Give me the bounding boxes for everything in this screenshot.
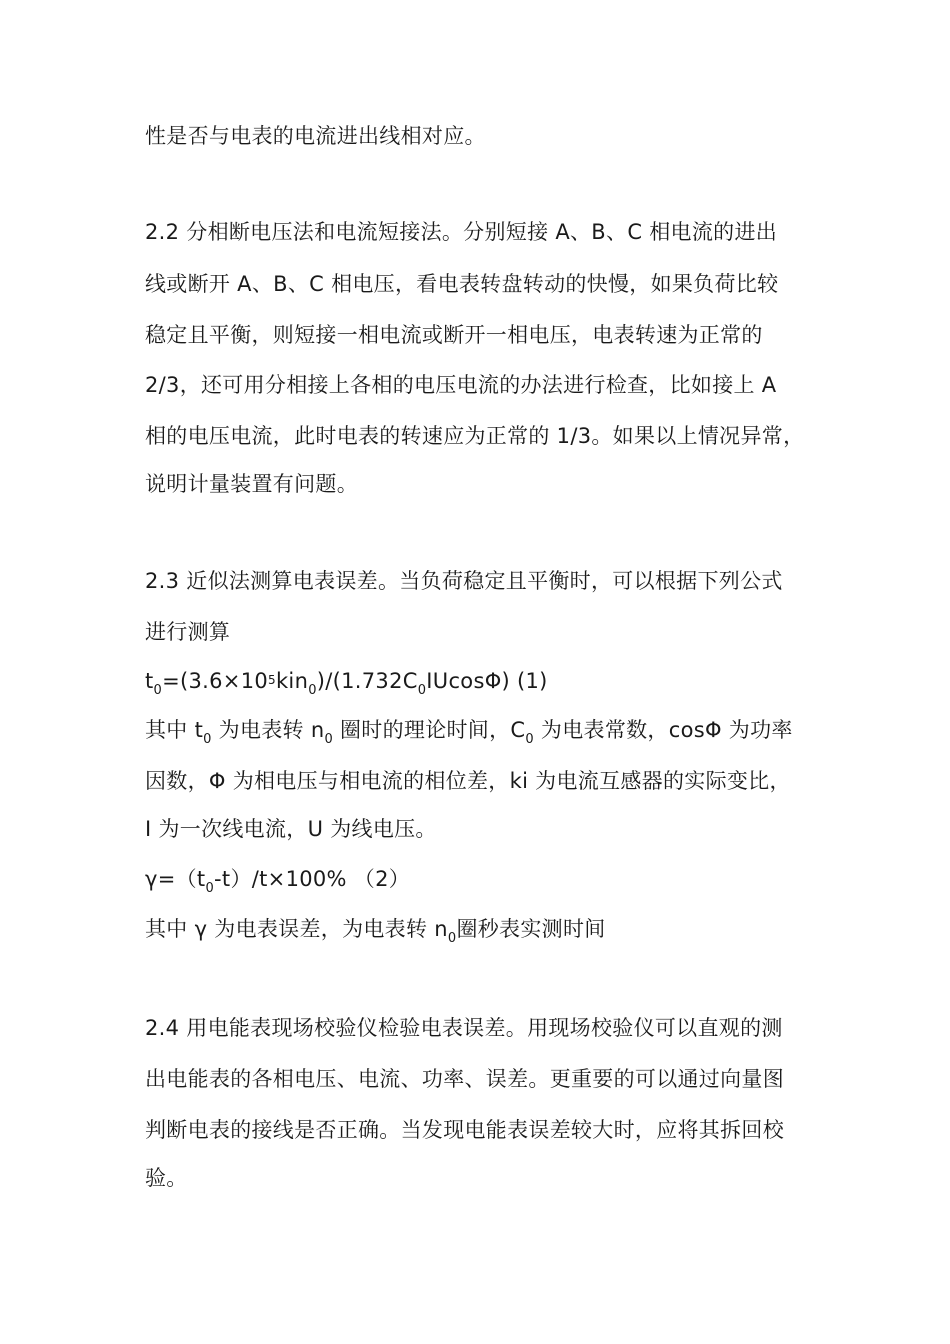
formula-explanation: 其中 γ 为电表误差，为电表转 $n_0$圈秒表实测时间 [145, 917, 606, 946]
paragraph-line: 判断电表的接线是否正确。当发现电能表误差较大时，应将其拆回校 [145, 1118, 784, 1142]
paragraph-line: 2.2 分相断电压法和电流短接法。分别短接 A、B、C 相电流的进出 [145, 220, 778, 244]
paragraph-line: 2.3 近似法测算电表误差。当负荷稳定且平衡时，可以根据下列公式 [145, 569, 783, 593]
paragraph-line: 进行测算 [145, 620, 231, 644]
paragraph-line: 稳定且平衡，则短接一相电流或断开一相电压，电表转速为正常的 [145, 323, 763, 347]
paragraph-line: 出电能表的各相电压、电流、功率、误差。更重要的可以通过向量图 [145, 1067, 784, 1091]
paragraph-line: 2.4 用电能表现场校验仪检验电表误差。用现场校验仪可以直观的测 [145, 1016, 783, 1040]
paragraph-line: 性是否与电表的电流进出线相对应。 [145, 124, 486, 148]
formula-explanation: 其中 $t_0$ 为电表转 $n_0$ 圈时的理论时间，$C_0$ 为电表常数，cosΦ 为功率 [145, 718, 793, 747]
paragraph-line: 相的电压电流，此时电表的转速应为正常的 1/3。如果以上情况异常， [145, 424, 805, 448]
paragraph-line: I 为一次线电流，U 为线电压。 [145, 817, 437, 841]
paragraph-line: 线或断开 A、B、C 相电压，看电表转盘转动的快慢，如果负荷比较 [145, 272, 779, 296]
paragraph-line: 验。 [145, 1166, 188, 1190]
formula-2: $\gamma=(t_0-t)/t\times 100\%$ （2） [145, 867, 411, 896]
paragraph-line: 2/3，还可用分相接上各相的电压电流的办法进行检查，比如接上 A [145, 373, 777, 397]
formula-1: $t_0=(3.6\times 10^5kin_0)/(1.732C_0IUcos\Phi)$ (1) [145, 669, 548, 698]
paragraph-line: 说明计量装置有问题。 [145, 472, 358, 496]
paragraph-line: 因数，Φ 为相电压与相电流的相位差，ki 为电流互感器的实际变比， [145, 769, 791, 793]
